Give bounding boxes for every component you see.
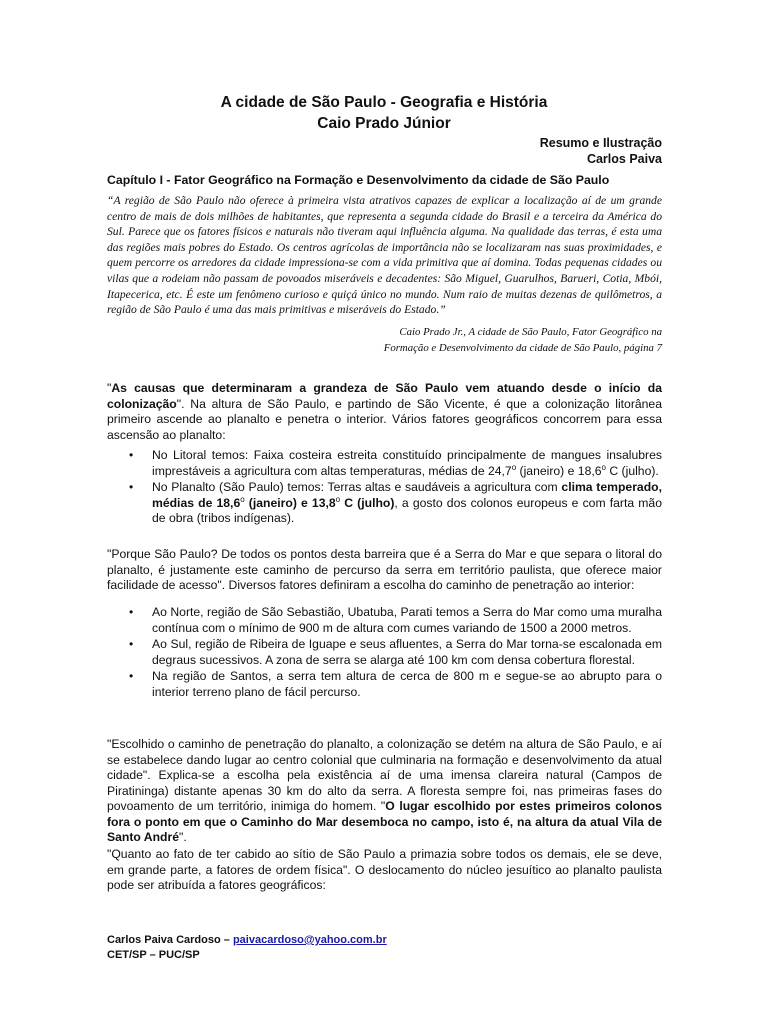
list-item-sul: [107, 637, 662, 668]
list-item-text: No Planalto (São Paulo) temos: Terras altas e saudáveis a agricultura com: [152, 480, 562, 494]
bold-phrase: C (julho): [340, 495, 395, 510]
list-item-text: , a gosto dos colonos europeus e com farta mão de obra (tribos indígenas).: [152, 495, 662, 525]
bullet-list-regions: [107, 448, 662, 528]
degree-symbol: o: [511, 462, 517, 472]
bold-phrase: As causas que determinaram a grandeza de São Paulo vem atuando desde o início da colonização: [107, 381, 662, 411]
footer-author-line: [107, 933, 507, 948]
paragraph-penetration-path: [107, 737, 662, 846]
footer-author-name: Carlos Paiva Cardoso –: [107, 934, 233, 946]
document-title: A cidade de São Paulo - Geografia e História: [220, 94, 548, 111]
degree-symbol: o: [335, 494, 341, 504]
degree-symbol: o: [240, 494, 245, 504]
paragraph-why-sao-paulo: "Porque São Paulo? De todos os pontos desta barreira que é a Serra do Mar e que separa o litoral do planalto, é justamente este caminho de percurso da serra em território paulista, que oferece maior facilidade de acesso". Diversos fatores definiram a escolha do caminho de penetração ao interior:: [107, 547, 662, 592]
list-item-text: No Litoral temos: Faixa costeira estreita constituído principalmente de mangues insalubres imprestáveis a agricultura com altas temperaturas, médias de 24,7: [152, 448, 662, 478]
bullet-icon: •: [129, 669, 134, 683]
list-item-text: (janeiro) e 18,6: [516, 463, 602, 478]
degree-symbol: o: [601, 462, 606, 472]
epigraph-citation: Caio Prado Jr., A cidade de São Paulo, Fator Geográfico na Formação e Desenvolvimento da cidade de São Paulo, página 7: [383, 326, 662, 354]
list-item-norte: [107, 605, 662, 636]
list-item-text: Ao Norte, região de São Sebastião, Ubatuba, Parati temos a Serra do Mar como uma muralha contínua com o mínimo de 900 m de altura com cumes variando de 1500 a 2000 metros.: [152, 605, 662, 635]
bullet-icon: •: [129, 448, 134, 462]
bold-phrase: O lugar escolhido por estes primeiros colonos fora o ponto em que o Caminho do Mar desemboca no campo, isto é, na altura da atual Vila de Santo André: [107, 799, 662, 844]
list-item-santos: [107, 669, 662, 700]
summary-credit-name: Carlos Paiva: [586, 152, 662, 166]
footer: [107, 933, 507, 962]
paragraph-physical-factors: "Quanto ao fato de ter cabido ao sítio de São Paulo a primazia sobre todos os demais, ele se deve, em grande parte, a fatores de ordem física". O deslocamento do núcleo jesuítico ao planalto paulista pode ser atribuída a fatores geográficos:: [107, 847, 662, 892]
bullet-icon: •: [129, 480, 134, 494]
list-item-text: Na região de Santos, a serra tem altura de cerca de 800 m e segue-se ao abrupto para o interior terreno plano de fácil percurso.: [152, 669, 662, 699]
quote-mark: ": [107, 381, 112, 395]
footer-email-link[interactable]: paivacardoso@yahoo.com.br: [232, 934, 387, 946]
bullet-icon: •: [129, 605, 134, 619]
chapter-heading: Capítulo I - Fator Geográfico na Formação e Desenvolvimento da cidade de São Paulo: [107, 173, 610, 187]
bullet-icon: •: [129, 637, 134, 651]
paragraph-text: ". Na altura de São Paulo, e partindo de São Vicente, é que a colonização litorânea primeiro ascende ao planalto e penetra o interior. Vários fatores geográficos concorrem para essa ascensão ao planalto:: [107, 396, 662, 442]
bold-phrase: clima temperado, médias de 18,6: [152, 480, 662, 510]
list-item-text: Ao Sul, região de Ribeira de Iguape e seus afluentes, a Serra do Mar torna-se escalonada em degraus sucessivos. A zona de serra se alarga até 100 km com densa cobertura florestal.: [152, 637, 662, 667]
paragraph-text: "Escolhido o caminho de penetração do planalto, a colonização se detém na altura de São Paulo, e aí se estabelece dando lugar ao centro colonial que culminaria na formação e desenvolvimento da atual cidade". Explica-se a escolha pela existência aí de uma imensa clareira natural (Campos de Piratininga) distante apenas 30 km do alto da serra. A floresta sempre foi, nas primeiras fases do povoamento de um território, inimiga do homem. ": [107, 737, 662, 813]
list-item-text: C (julho).: [605, 463, 659, 478]
bullet-list-serra: [107, 605, 662, 701]
paragraph-causes: [107, 381, 662, 443]
footer-affiliation: CET/SP – PUC/SP: [107, 948, 200, 961]
list-item-planalto: [107, 480, 662, 527]
quote-mark: ".: [179, 830, 187, 844]
document-author: Caio Prado Júnior: [317, 115, 451, 132]
bold-phrase: (janeiro) e 13,8: [244, 495, 336, 510]
epigraph-quote: “A região de São Paulo não oferece à primeira vista atrativos capazes de explicar a localização aí de um grande centro de mais de dois milhões de habitantes, que representa a segunda cidade do Brasil e a terceira da América do Sul. Parece que os fatores físicos e naturais não tiveram aqui influência alguma. Na qualidade das terras, é esta uma das regiões mais pobres do Estado. Os centros agrícolas de importância não se localizaram nas suas proximidades, e quem percorre os arredores da cidade impressiona-se com a vida primitiva que aí domina. Todas pequenas cidades ou vilas que a rodeiam não passam de povoados miseráveis e decadentes: São Miguel, Guarulhos, Barueri, Cotia, Mbói, Itapecerica, etc. É este um fenômeno curioso e quiçá único no mundo. Num raio de muitas dezenas de quilômetros, a região de São Paulo é uma das mais primitivas e miseráveis do Estado.”: [107, 194, 662, 317]
list-item-litoral: [107, 448, 662, 479]
summary-credit-label: Resumo e Ilustração: [539, 136, 662, 150]
